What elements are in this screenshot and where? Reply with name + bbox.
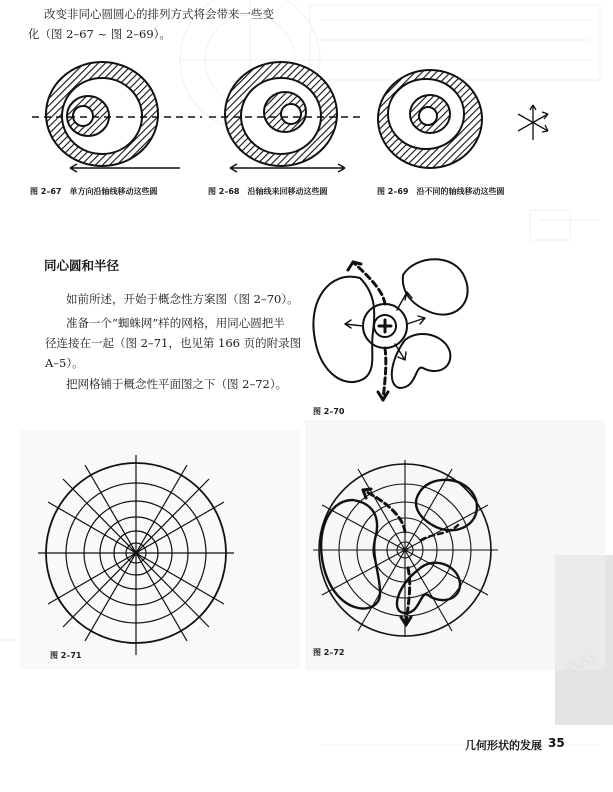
fig69-axes-symbol [518, 105, 548, 140]
fig70-lobe-right-top [403, 259, 468, 314]
figure-2-71 [38, 455, 238, 660]
fig70-dashed-path-bottom [383, 348, 386, 400]
section-heading: 同心圆和半径 [44, 258, 120, 273]
figure-2-67 [30, 60, 210, 185]
paragraph-2-line-2: 径连接在一起（图 2–71，也见第 166 页的附录图 [45, 336, 302, 350]
figure-2-69 [368, 62, 568, 172]
fig68-core [281, 104, 301, 124]
caption-fig-2-69: 图 2–69 沿不同的轴线移动这些圆 [377, 187, 505, 196]
running-footer-title: 几何形状的发展 [465, 739, 542, 752]
caption-fig-2-68: 图 2–68 沿轴线来回移动这些圆 [208, 187, 328, 196]
fig67-core [73, 106, 93, 126]
fig72-lobe-bottom-right [397, 563, 460, 613]
fig70-center-cross [379, 320, 391, 332]
intro-line-1: 改变非同心圆圆心的排列方式将会带来一些变 [44, 7, 274, 21]
paragraph-2-line-1: 准备一个“蜘蛛网”样的网格，用同心圆把半 [66, 316, 285, 330]
figure-2-70 [305, 240, 485, 405]
paragraph-3: 把网格铺于概念性平面图之下（图 2–72）。 [66, 377, 288, 391]
figure-2-72 [308, 455, 508, 640]
fig70-dashed-path-top [353, 262, 385, 304]
fig72-lobe-right-top [416, 480, 477, 530]
fig69-core [419, 107, 437, 125]
paragraph-1: 如前所述，开始于概念性方案图（图 2–70）。 [66, 292, 299, 306]
paragraph-2-line-3: A–5）。 [45, 356, 84, 370]
intro-line-2: 化（图 2–67 ~ 图 2–69）。 [28, 27, 171, 41]
page-number: 35 [548, 736, 565, 750]
watermark: PDG [563, 648, 598, 678]
fig70-lobe-left [313, 277, 374, 382]
caption-fig-2-71: 图 2–71 [50, 651, 82, 660]
fig67-arrow [70, 164, 180, 172]
figure-2-68 [205, 60, 365, 185]
caption-fig-2-72: 图 2–72 [313, 648, 345, 657]
caption-fig-2-67: 图 2–67 单方向沿轴线移动这些圆 [30, 187, 158, 196]
caption-fig-2-70: 图 2–70 [313, 407, 345, 416]
